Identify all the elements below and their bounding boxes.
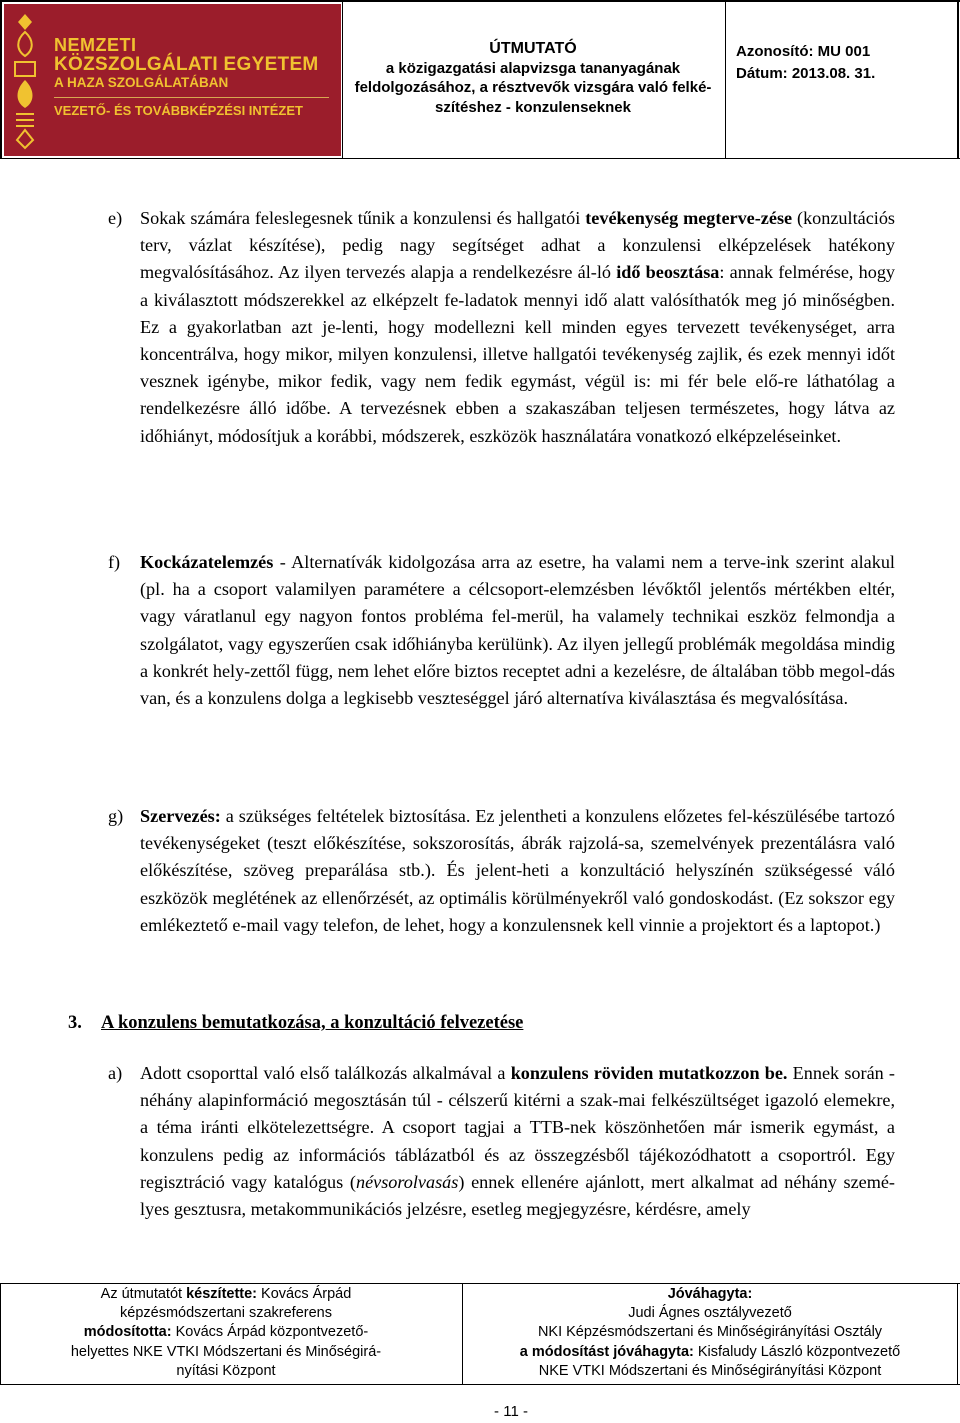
footer-author-name: Kovács Árpád <box>257 1286 352 1302</box>
footer-approval-line-3: NKI Képzésmódszertani és Minőségirányítási Osztály <box>537 1324 883 1341</box>
footer-author-line-2: képzésmódszertani szakreferens <box>120 1305 332 1322</box>
item-g-paragraph <box>140 803 895 939</box>
footer-approval-label: Jóváhagyta: <box>667 1286 753 1302</box>
item-a-bold-1: konzulens röviden mutatkozzon be. <box>510 1063 788 1083</box>
item-a-text-3: ) ennek ellenére ajánlott, mert alkalmat ad néhány szemé-lyes gesztusra, metakommunikációs jelzésre, esetleg megjegyzésre, kérdésre, amely <box>140 1171 895 1220</box>
header-left-border <box>0 0 2 159</box>
footer-bottom-border <box>0 1384 960 1385</box>
footer-author-prefix: Az útmutatót <box>100 1286 187 1302</box>
logo-rule <box>54 97 329 98</box>
footer-author-block <box>30 1285 422 1381</box>
footer-right-border <box>957 1283 958 1385</box>
footer-approval-line-4 <box>470 1343 950 1362</box>
footer-left-border <box>0 1283 1 1385</box>
footer-author-line-5: nyítási Központ <box>176 1362 276 1379</box>
item-e-text-1: Sokak számára feleslegesnek tűnik a konzulensi és hallgatói <box>140 208 586 228</box>
header-bottom-border <box>0 158 960 159</box>
item-e-marker: e) <box>108 208 123 228</box>
page-footer <box>0 1285 958 1397</box>
item-a-italic-1: névsorolvasás <box>355 1171 459 1192</box>
logo-line-4: VEZETŐ- ÉS TOVÁBBKÉPZÉSI INTÉZET <box>54 103 303 118</box>
page-number: - 11 - <box>494 1403 528 1420</box>
item-a-text-2: Ennek során - néhány alapinformáció megosztásán túl - célszerű kitérni a szak-mai felkészültséget igazoló elemekre, a téma iránti elkötelezettségre. A csoport tagjai a TTB-nek köszönhetően már ismerik egymást, a konzulens pedig az információs táblázatból és az összegzésből tájékozódhatott a csoportról. Egy regisztráció vagy katalógus ( <box>140 1063 895 1192</box>
footer-divider <box>462 1283 463 1385</box>
item-e-bold-2: idő beosztása <box>616 262 720 283</box>
document-date: Dátum: 2013.08. 31. <box>736 65 876 82</box>
logo-line-3: A HAZA SZOLGÁLATÁBAN <box>54 75 229 90</box>
university-logo <box>4 4 341 156</box>
footer-approval-line-1 <box>470 1285 950 1304</box>
item-f-paragraph <box>140 549 895 712</box>
header-right-border <box>957 0 959 159</box>
item-e-paragraph <box>140 205 895 450</box>
document-subtitle-2: feldolgozásához, a résztvevők vizsgára való felké- <box>354 79 712 96</box>
document-title-block <box>344 39 722 117</box>
section-3-number: 3. <box>68 1013 82 1033</box>
document-meta <box>736 41 875 85</box>
item-a-paragraph <box>140 1060 895 1223</box>
item-e-text-2: (konzultációs terv, vázlat készítése), pedig nagy segítséget adhat a konzulensi elképzelések hatékony megvalósításához. Az ilyen tervezés alapja a rendelkezésre ál-ló <box>140 208 895 283</box>
item-f-marker: f) <box>108 552 121 572</box>
item-g-marker: g) <box>108 806 124 826</box>
crest-icon <box>10 10 40 150</box>
footer-author-line-3 <box>30 1323 422 1342</box>
item-a-marker: a) <box>108 1063 123 1083</box>
header-divider-1 <box>342 0 343 159</box>
footer-mod-approval-name: Kisfaludy László központvezető <box>693 1343 901 1360</box>
footer-mod-approval-label: a módosítást jóváhagyta: <box>519 1343 694 1360</box>
footer-author-line-1 <box>30 1285 422 1304</box>
logo-line-2: KÖZSZOLGÁLATI EGYETEM <box>54 54 319 75</box>
footer-approval-line-5: NKE VTKI Módszertani és Minőségirányítási Központ <box>538 1362 882 1379</box>
item-g-text-1: a szükséges feltételek biztosítása. Ez jelentheti a konzulens előzetes fel-készülésébe tartozó tevékenységeket (teszt előkészítése, sokszorosítás, ábrák rajzolá-sa, szemelvények prezentálásra való előkészítése, szöveg preparálása stb.). És jelent-heti a konzultáció helyszínén szükségessé váló eszközök meglétének az ellenőrzését, az optimális körülményekről való gondoskodást. (Ez sokszor egy emlékeztető e-mail vagy telefon, de lehet, hogy a konzulensnek kell vinnie a projektort és a laptopot.) <box>140 806 895 935</box>
footer-modifier-name: Kovács Árpád központvezető- <box>171 1324 369 1341</box>
document-subtitle-3: szítéshez - konzulenseknek <box>435 98 631 116</box>
item-f-text-1: - Alternatívák kidolgozása arra az esetre, ha valami nem a terve-ink szerint alakul (pl. ha a csoport valamilyen paramétere a célcsoport-elemzésben lévőktől jelentős mértékben eltér, vagy váratlanul egy nagyon fontos probléma fel-merül, ha valamely technikai eszköz felmondja a szolgálatot, vagy egyszerűen csak időhiányba kerülünk). Az ilyen jellegű problémák megoldása mindig a konkrét hely-zettől függ, nem lehet előre biztos receptet adni a kezelésre, de általában több megol-dás van, és a konzulens dolga a legkisebb veszteséggel járó alternatíva kiválasztása és megvalósítása. <box>140 552 895 709</box>
footer-author-line-4: helyettes NKE VTKI Módszertani és Minőségirá- <box>70 1343 382 1360</box>
item-e-bold-1: tevékenység megterve-zése <box>585 208 793 228</box>
section-3-title: A konzulens bemutatkozása, a konzultáció felvezetése <box>101 1013 524 1033</box>
logo-line-1: NEMZETI <box>54 35 137 55</box>
footer-approval-line-2: Judi Ágnes osztályvezető <box>628 1305 792 1322</box>
header-divider-2 <box>725 0 726 159</box>
footer-top-border <box>0 1283 960 1284</box>
footer-modifier-label: módosította: <box>83 1324 172 1341</box>
document-title: ÚTMUTATÓ <box>489 40 577 57</box>
footer-author-label: készítette: <box>186 1286 258 1302</box>
header-top-border <box>0 0 960 2</box>
item-f-bold-1: Kockázatelemzés <box>140 552 274 572</box>
item-e-text-3: : annak felmérése, hogy a kiválasztott módszerekkel az elképzelt fe-ladatok mennyi idő alatt valósíthatók meg jó minőségben. Ez a gyakorlatban azt je-lenti, hogy modellezni kell minden egyes tervezett tevékenységet, arra koncentrálva, hogy mikor, milyen konzulensi, illetve hallgatói tevékenység zajlik, és ezek mennyi időt vesznek igénybe, mikor fedik, vagy nem fedik egymást, végül is: mi fér bele elő-re láthatólag a rendelkezésre álló időbe. A tervezésnek ebben a szakaszában teljesen természetes, hogy látva az időhiányt, módosítjuk a korábbi, módszerek, eszközök használatára vonatkozó elképzeléseinket. <box>140 262 896 446</box>
item-a-text-1: Adott csoporttal való első találkozás alkalmával a <box>140 1063 511 1083</box>
footer-approval-block <box>470 1285 950 1381</box>
page-header <box>0 0 958 158</box>
item-g-bold-1: Szervezés: <box>140 806 221 826</box>
document-subtitle-1: a közigazgatási alapvizsga tananyagának <box>385 59 681 77</box>
document-id: Azonosító: MU 001 <box>736 43 871 60</box>
